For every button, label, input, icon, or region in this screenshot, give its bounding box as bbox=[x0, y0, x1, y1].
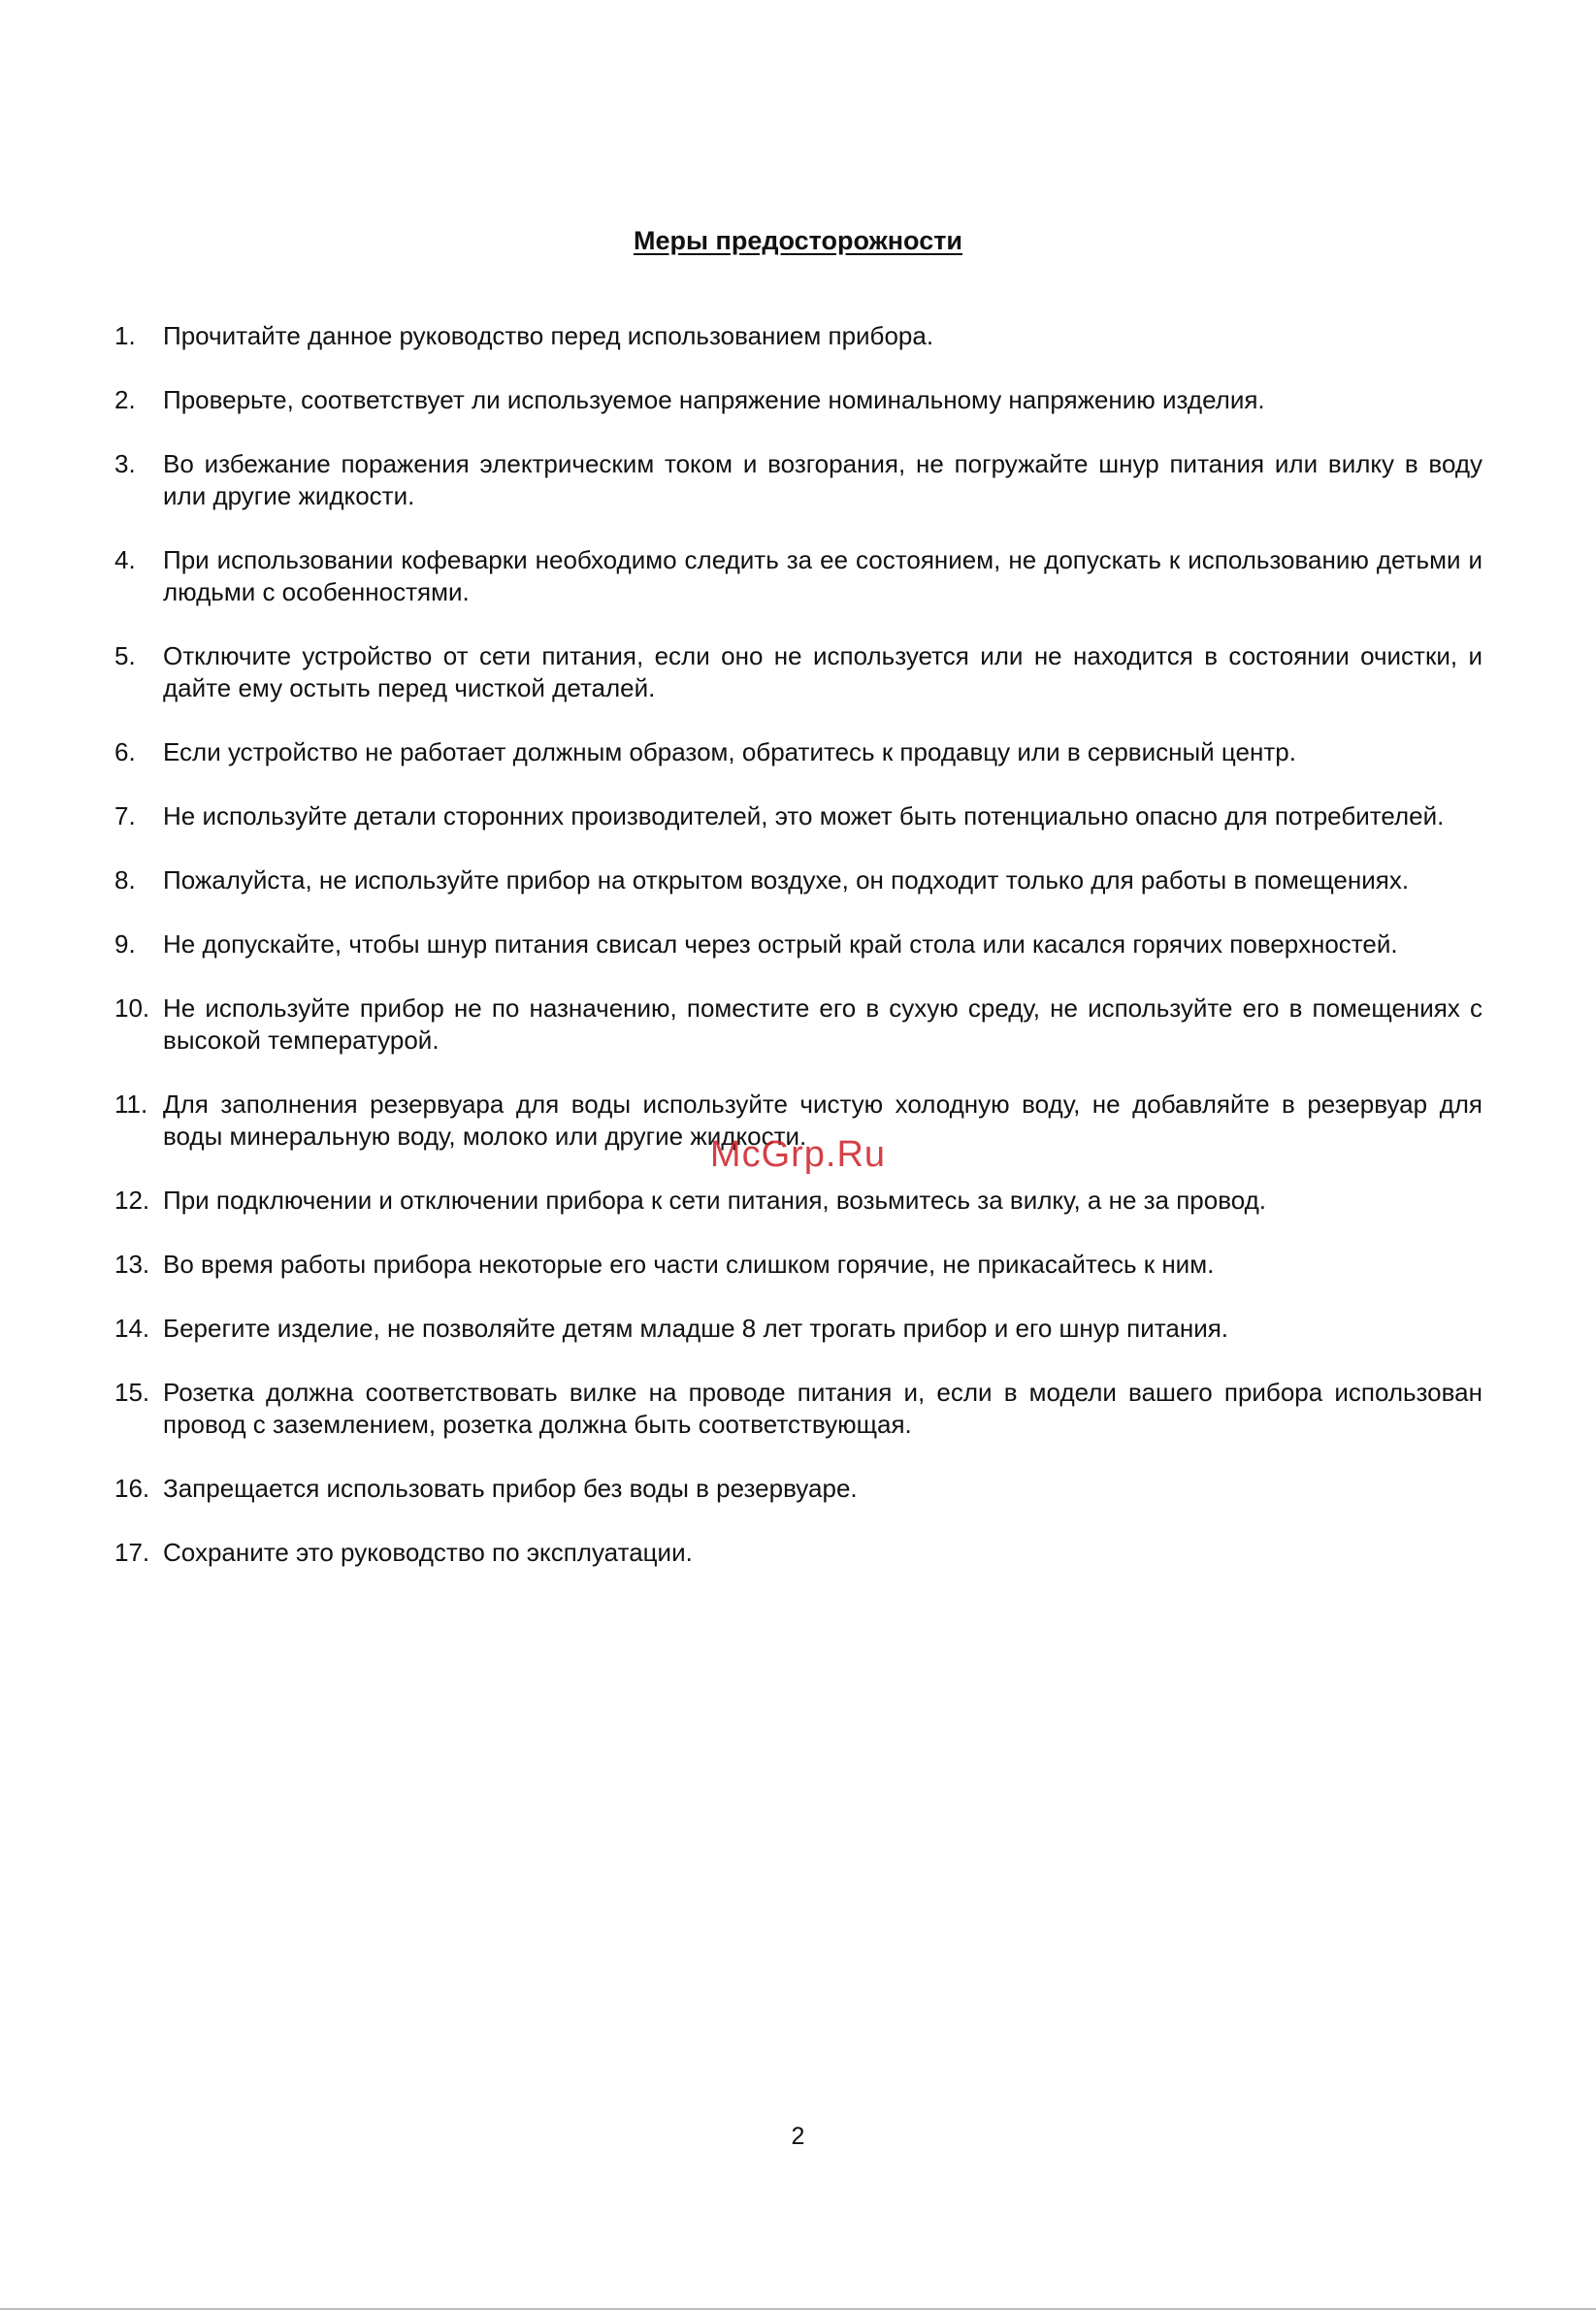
list-item bbox=[114, 1185, 1482, 1217]
item-text: Пожалуйста, не используйте прибор на открытом воздухе, он подходит только для работы в помещениях. bbox=[163, 865, 1410, 895]
item-text: Проверьте, соответствует ли используемое напряжение номинальному напряжению изделия. bbox=[163, 385, 1265, 414]
item-number: 6. bbox=[114, 737, 136, 766]
list-item bbox=[114, 1249, 1482, 1281]
item-number: 13. bbox=[114, 1250, 150, 1279]
list-item bbox=[114, 928, 1482, 960]
item-text: Розетка должна соответствовать вилке на проводе питания и, если в модели вашего прибора использован провод с заземлением, розетка должна быть соответствующая. bbox=[163, 1378, 1482, 1439]
item-text: Во избежание поражения электрическим током и возгорания, не погружайте шнур питания или вилку в воду или другие жидкости. bbox=[163, 449, 1482, 510]
item-text: Не используйте детали сторонних производителей, это может быть потенциально опасно для потребителей. bbox=[163, 801, 1445, 830]
list-item bbox=[114, 1377, 1482, 1441]
item-number: 17. bbox=[114, 1538, 150, 1567]
item-number: 16. bbox=[114, 1474, 150, 1503]
list-item bbox=[114, 1473, 1482, 1505]
precautions-list bbox=[114, 320, 1482, 1601]
item-text: Не допускайте, чтобы шнур питания свисал через острый край стола или касался горячих поверхностей. bbox=[163, 929, 1398, 959]
item-number: 15. bbox=[114, 1378, 150, 1407]
item-text: Во время работы прибора некоторые его части слишком горячие, не прикасайтесь к ним. bbox=[163, 1250, 1215, 1279]
item-number: 10. bbox=[114, 993, 150, 1023]
item-text: При подключении и отключении прибора к сети питания, возьмитесь за вилку, а не за провод. bbox=[163, 1186, 1267, 1215]
list-item bbox=[114, 320, 1482, 352]
item-number: 14. bbox=[114, 1314, 150, 1343]
item-number: 9. bbox=[114, 929, 136, 959]
item-text: Не используйте прибор не по назначению, поместите его в сухую среду, не используйте его в помещениях с высокой температурой. bbox=[163, 993, 1482, 1055]
list-item bbox=[114, 736, 1482, 768]
page-number: 2 bbox=[791, 2123, 805, 2150]
list-item bbox=[114, 864, 1482, 896]
item-number: 12. bbox=[114, 1186, 150, 1215]
item-text: При использовании кофеварки необходимо следить за ее состоянием, не допускать к использованию детьми и людьми с особенностями. bbox=[163, 545, 1482, 606]
item-number: 4. bbox=[114, 545, 136, 574]
item-text: Для заполнения резервуара для воды используйте чистую холодную воду, не добавляйте в резервуар для воды минеральную воду, молоко или другие жидкости. bbox=[163, 1090, 1482, 1151]
item-text: Прочитайте данное руководство перед использованием прибора. bbox=[163, 321, 934, 350]
item-number: 1. bbox=[114, 321, 136, 350]
item-number: 8. bbox=[114, 865, 136, 895]
list-item bbox=[114, 448, 1482, 512]
item-number: 11. bbox=[114, 1090, 148, 1119]
item-text: Отключите устройство от сети питания, если оно не используется или не находится в состоянии очистки, и дайте ему остыть перед чисткой деталей. bbox=[163, 641, 1482, 702]
item-text: Запрещается использовать прибор без воды в резервуаре. bbox=[163, 1474, 858, 1503]
item-number: 5. bbox=[114, 641, 136, 670]
item-number: 3. bbox=[114, 449, 136, 478]
list-item bbox=[114, 800, 1482, 832]
item-text: Берегите изделие, не позволяйте детям младше 8 лет трогать прибор и его шнур питания. bbox=[163, 1314, 1229, 1343]
list-item bbox=[114, 1537, 1482, 1569]
list-item bbox=[114, 544, 1482, 608]
item-text: Если устройство не работает должным образом, обратитесь к продавцу или в сервисный центр. bbox=[163, 737, 1296, 766]
item-text: Сохраните это руководство по эксплуатации. bbox=[163, 1538, 693, 1567]
watermark: McGrp.Ru bbox=[709, 1134, 887, 1175]
list-item bbox=[114, 640, 1482, 704]
list-item bbox=[114, 1089, 1482, 1153]
item-number: 7. bbox=[114, 801, 136, 830]
list-item bbox=[114, 992, 1482, 1057]
item-number: 2. bbox=[114, 385, 136, 414]
list-item bbox=[114, 1313, 1482, 1345]
page-title: Меры предосторожности bbox=[633, 226, 963, 255]
list-item bbox=[114, 384, 1482, 416]
